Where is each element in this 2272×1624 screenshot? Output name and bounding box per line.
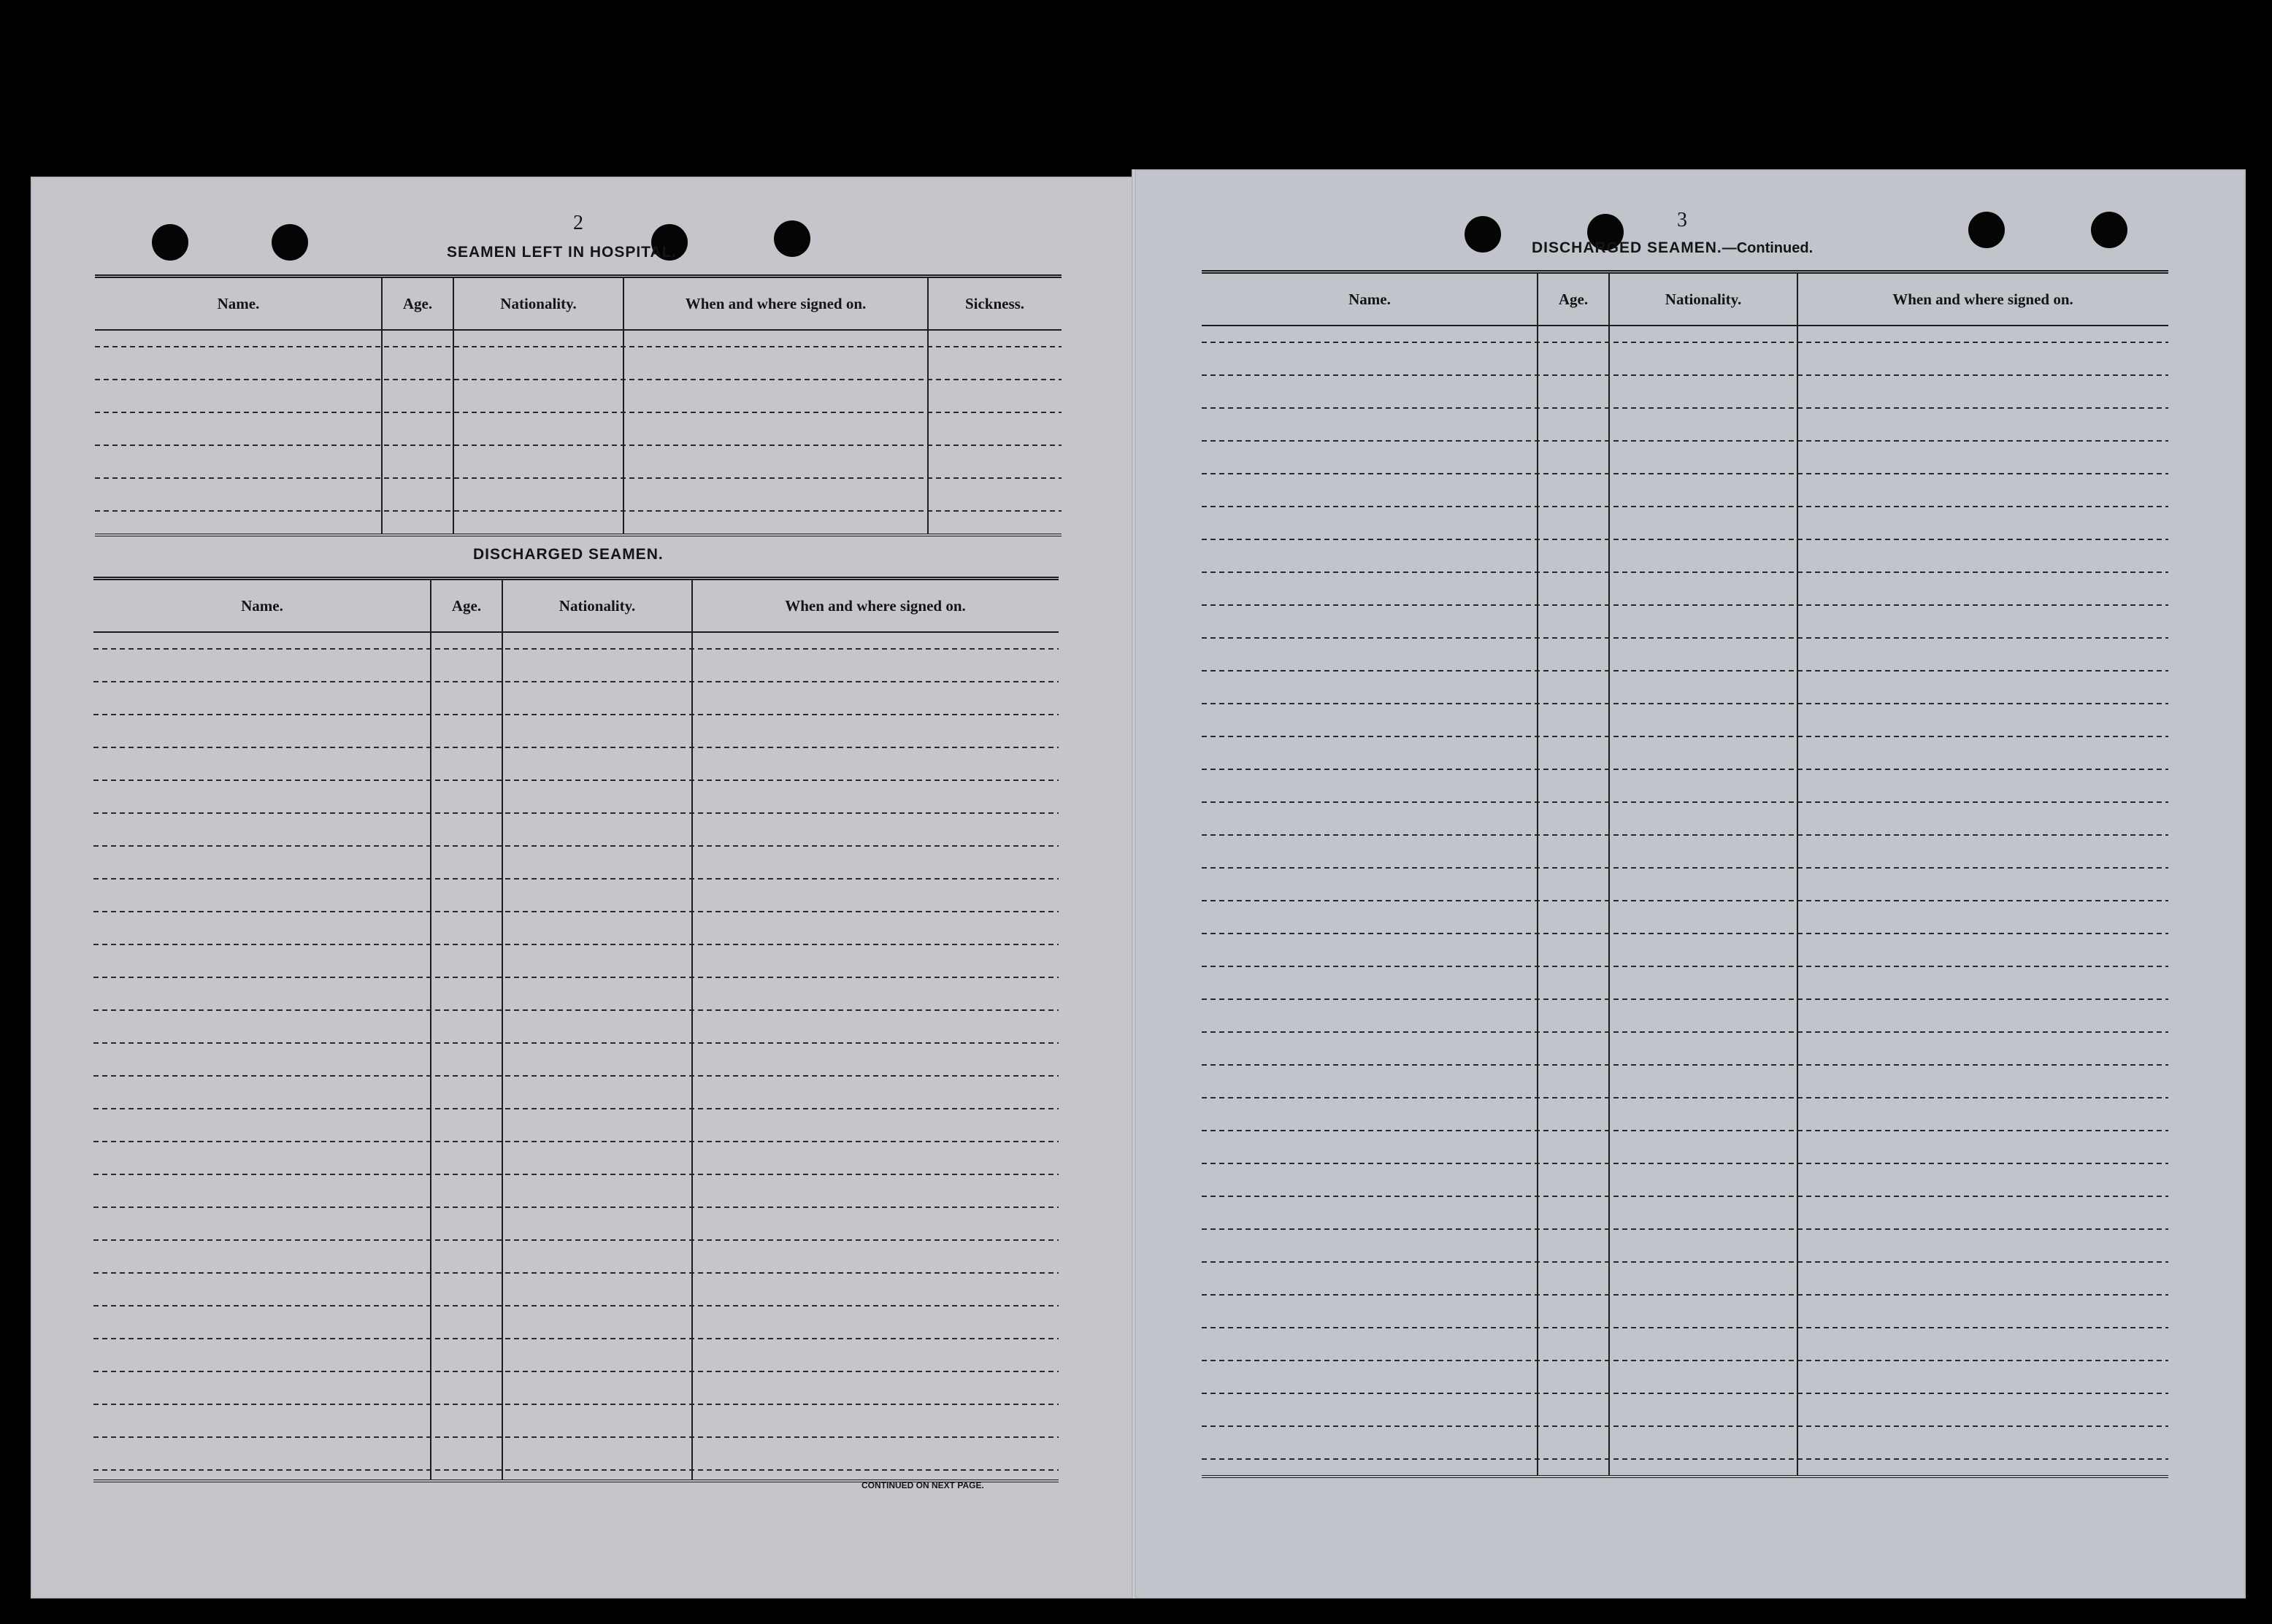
column-divider — [1537, 274, 1538, 1475]
column-divider — [1797, 274, 1798, 1475]
continued-note: CONTINUED ON NEXT PAGE. — [861, 1480, 984, 1490]
hospital-table — [95, 274, 1062, 536]
ruled-lines — [93, 633, 1059, 1479]
column-header-signed-on: When and where signed on. — [685, 294, 867, 312]
column-header-sickness: Sickness. — [964, 294, 1025, 312]
column-divider — [927, 278, 929, 534]
punch-hole — [1465, 216, 1501, 253]
hospital-table-header — [95, 278, 1062, 331]
page-number: 3 — [1677, 209, 1687, 231]
column-divider — [1608, 274, 1610, 1475]
discharged-continued-table-rows — [1202, 326, 2168, 1475]
column-header-name: Name. — [241, 596, 283, 615]
column-header-nationality: Nationality. — [1665, 290, 1742, 308]
column-divider — [691, 580, 693, 1479]
discharged-table — [93, 577, 1059, 1482]
section-title-hospital: SEAMEN LEFT IN HOSPITAL. — [447, 244, 678, 261]
page-fold — [1132, 169, 1136, 1598]
discharged-continued-table — [1202, 270, 2168, 1478]
section-title-discharged: DISCHARGED SEAMEN. — [473, 546, 664, 563]
hospital-table-rows — [95, 331, 1062, 534]
punch-hole — [272, 224, 308, 261]
ruled-lines — [1202, 326, 2168, 1475]
discharged-table-header — [93, 580, 1059, 633]
column-divider — [623, 278, 624, 534]
section-title-suffix: —Continued. — [1722, 240, 1814, 256]
column-header-signed-on: When and where signed on. — [785, 596, 966, 615]
column-divider — [502, 580, 503, 1479]
column-divider — [453, 278, 454, 534]
column-header-name: Name. — [1348, 290, 1391, 308]
column-header-nationality: Nationality. — [500, 294, 577, 312]
column-divider — [430, 580, 431, 1479]
column-divider — [381, 278, 383, 534]
ruled-lines — [95, 331, 1062, 534]
section-title-text: DISCHARGED SEAMEN. — [1532, 239, 1722, 256]
punch-hole — [2091, 212, 2127, 248]
punch-hole — [152, 224, 188, 261]
punch-hole — [774, 220, 810, 257]
discharged-continued-table-header — [1202, 274, 2168, 326]
punch-hole — [1968, 212, 2005, 248]
column-header-nationality: Nationality. — [559, 596, 636, 615]
column-header-signed-on: When and where signed on. — [1892, 290, 2073, 308]
column-header-age: Age. — [451, 596, 482, 615]
page-number: 2 — [573, 212, 583, 234]
column-header-age: Age. — [402, 294, 433, 312]
section-title-discharged-continued — [1532, 239, 1813, 257]
discharged-table-rows — [93, 633, 1059, 1479]
column-header-name: Name. — [217, 294, 260, 312]
column-header-age: Age. — [1558, 290, 1589, 308]
